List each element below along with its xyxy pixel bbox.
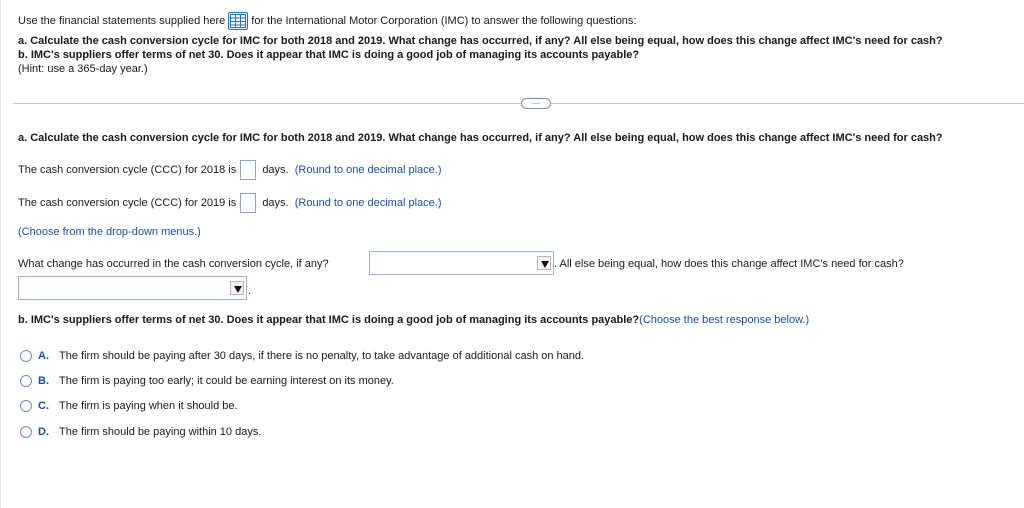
- change-question: What change has occurred in the cash conversion cycle, if any?: [18, 258, 329, 270]
- option-letter: A.: [38, 350, 49, 362]
- radio-button[interactable]: [20, 350, 32, 362]
- intro-line: [18, 12, 637, 30]
- ccc-2019-label: The cash conversion cycle (CCC) for 2019 is: [18, 197, 237, 209]
- option-letter: D.: [38, 426, 49, 438]
- ccc-2018-label: The cash conversion cycle (CCC) for 2018 is: [18, 164, 237, 176]
- option-text: The firm is paying too early; it could be earning interest on its money.: [59, 375, 394, 387]
- intro-part-a: a. Calculate the cash conversion cycle for IMC for both 2018 and 2019. What change has occurred, if any? All else being equal, how does this change affect IMC's need for cash?: [18, 35, 943, 47]
- ccc-2019-row: [18, 193, 441, 213]
- intro-hint: (Hint: use a 365-day year.): [18, 63, 148, 75]
- chevron-down-icon[interactable]: [230, 281, 244, 295]
- dropdown-note: (Choose from the drop-down menus.): [18, 226, 201, 238]
- part-a-question: a. Calculate the cash conversion cycle for IMC for both 2018 and 2019. What change has occurred, if any? All else being equal, how does this change affect IMC's need for cash?: [18, 132, 943, 144]
- intro-part-b: b. IMC's suppliers offer terms of net 30. Does it appear that IMC is doing a good job of managing its accounts payable?: [18, 49, 640, 61]
- radio-button[interactable]: [20, 426, 32, 438]
- option-letter: C.: [38, 400, 49, 412]
- chevron-down-icon[interactable]: [537, 256, 551, 270]
- ccc-2019-input[interactable]: [240, 193, 256, 213]
- part-b-instruction: (Choose the best response below.): [639, 314, 810, 326]
- option-text: The firm should be paying within 10 days.: [59, 426, 262, 438]
- cash-need-period: .: [248, 285, 252, 297]
- days-label: days.: [262, 164, 289, 176]
- option-text: The firm should be paying after 30 days, if there is no penalty, to take advantage of additional cash on hand.: [59, 350, 585, 362]
- intro-prefix: Use the financial statements supplied here: [18, 14, 226, 27]
- option-text: The firm is paying when it should be.: [59, 400, 238, 412]
- ccc-2018-row: [18, 160, 441, 180]
- round-note: (Round to one decimal place.): [294, 197, 442, 209]
- more-button[interactable]: ···: [521, 98, 551, 109]
- cash-need-dropdown[interactable]: [18, 276, 247, 300]
- radio-button[interactable]: [20, 375, 32, 387]
- cash-question: . All else being equal, how does this change affect IMC's need for cash?: [554, 258, 904, 270]
- radio-button[interactable]: [20, 400, 32, 412]
- round-note: (Round to one decimal place.): [294, 164, 442, 176]
- days-label: days.: [262, 197, 289, 209]
- part-b-question-row: [18, 313, 809, 327]
- section-divider: [13, 103, 1024, 104]
- change-dropdown[interactable]: [369, 251, 554, 275]
- spreadsheet-icon[interactable]: [228, 12, 248, 30]
- option-letter: B.: [38, 375, 49, 387]
- ccc-2018-input[interactable]: [240, 160, 256, 180]
- part-b-question: b. IMC's suppliers offer terms of net 30. Does it appear that IMC is doing a good job of managing its accounts payable?: [18, 314, 640, 326]
- intro-suffix: for the International Motor Corporation (IMC) to answer the following questions:: [251, 14, 637, 27]
